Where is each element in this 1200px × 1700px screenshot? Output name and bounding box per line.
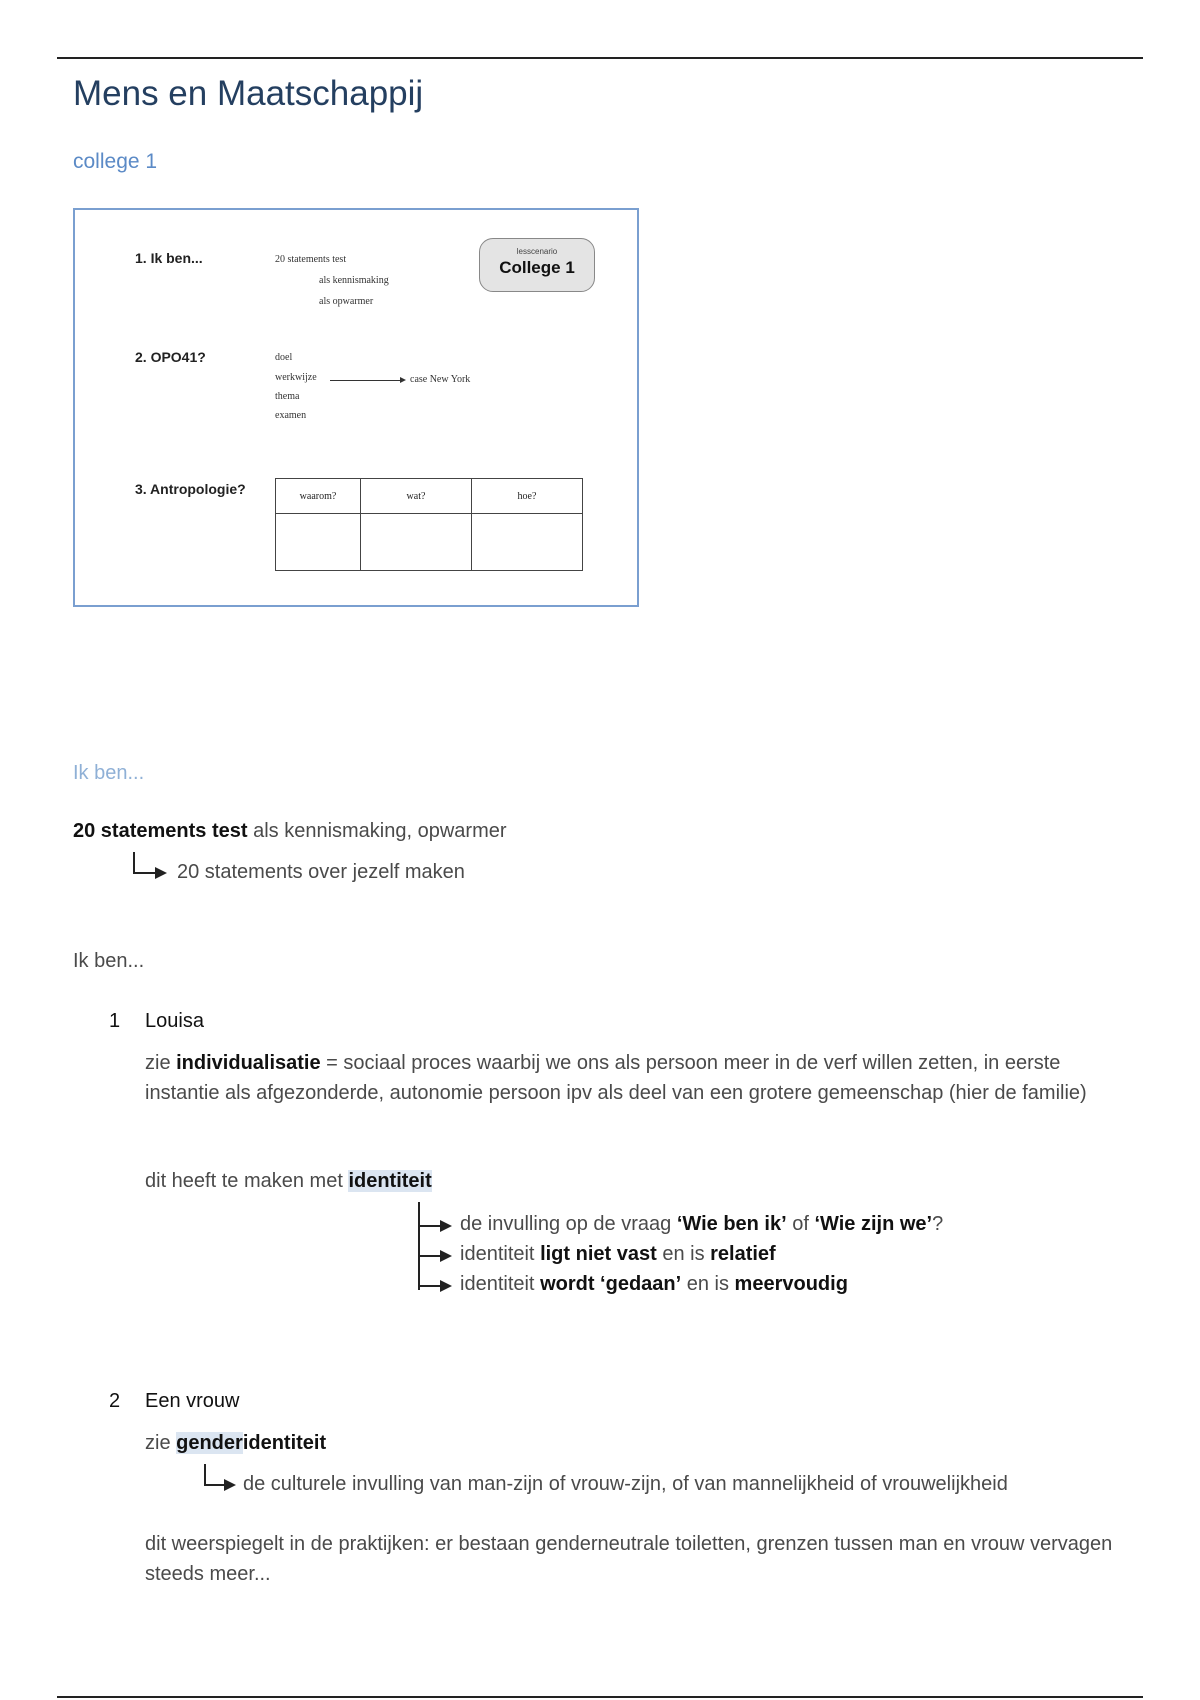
statements-bold: 20 statements test	[73, 820, 248, 842]
practice-paragraph: dit weerspiegelt in de praktijken: er bestaan genderneutrale toiletten, grenzen tussen man en vrouw vervagen steeds meer...	[145, 1533, 1113, 1585]
bullet-text: of	[786, 1213, 815, 1235]
slide-item-2-case: case New York	[410, 374, 471, 385]
identity-term: identiteit	[348, 1170, 432, 1192]
item-2-name: Een vrouw	[145, 1390, 240, 1412]
bullet-text: en is	[656, 1243, 711, 1265]
tree-connector	[418, 1285, 442, 1287]
bullet-bold: ligt niet vast	[540, 1243, 657, 1265]
slide-item-2-sub-4: examen	[275, 410, 307, 421]
slide-badge	[479, 238, 595, 292]
statements-line	[73, 820, 507, 843]
bullet-text: identiteit	[460, 1273, 541, 1295]
arrow-connector	[133, 852, 135, 874]
slide-table-cell	[276, 514, 361, 571]
arrow-right-icon	[440, 1250, 452, 1262]
slide-item-2: 2. OPO41?	[135, 349, 206, 365]
slide-arrow-head	[400, 377, 406, 383]
page-title: Mens en Maatschappij	[73, 74, 424, 113]
slide-item-2-sub-3: thema	[275, 391, 300, 402]
slide-table-header-2: wat?	[361, 479, 472, 514]
gender-arrow-text: de culturele invulling van man-zijn of vrouw-zijn, of van mannelijkheid of vrouwelijkheid	[243, 1473, 1008, 1495]
arrow-right-icon	[224, 1479, 236, 1491]
slide-table-header-3: hoe?	[472, 479, 583, 514]
arrow-right-icon	[440, 1220, 452, 1232]
bullet-bold: ‘Wie ben ik’	[676, 1213, 787, 1235]
bullet-bold: ‘Wie zijn we’	[814, 1213, 933, 1235]
slide-image	[73, 208, 639, 607]
bullet-text: identiteit	[460, 1243, 541, 1265]
statements-rest: als kennismaking, opwarmer	[247, 820, 507, 842]
item-1-definition-text: = sociaal proces waarbij we ons als persoon meer in de verf willen zetten, in eerste instantie als afgezonderde, autonomie persoon ipv als deel van een grotere gemeenschap (hier de familie)	[145, 1052, 1087, 1104]
item-1-name: Louisa	[145, 1010, 204, 1032]
identity-bullet-2	[460, 1243, 776, 1266]
item-2-number: 2	[109, 1390, 121, 1412]
slide-arrow-line	[330, 380, 400, 381]
slide-item-2-sub-2: werkwijze	[275, 372, 317, 383]
identity-intro: dit heeft te maken met	[145, 1170, 349, 1192]
slide-table	[275, 478, 583, 571]
slide-item-1-sub-1: 20 statements test	[275, 254, 347, 265]
section-heading: Ik ben...	[73, 762, 145, 784]
tree-connector	[418, 1225, 442, 1227]
arrow-connector	[204, 1484, 224, 1486]
slide-table-cell	[361, 514, 472, 571]
arrow-right-icon	[155, 867, 167, 879]
identity-bullet-3	[460, 1273, 848, 1296]
ik-ben-label: Ik ben...	[73, 950, 145, 972]
slide-badge-small: lesscenario	[516, 247, 558, 256]
bullet-text: de invulling op de vraag	[460, 1213, 677, 1235]
slide-item-1-sub-2: als kennismaking	[319, 275, 389, 286]
bullet-bold: meervoudig	[734, 1273, 848, 1295]
bottom-rule	[57, 1696, 1143, 1698]
bullet-text: ?	[932, 1213, 944, 1235]
arrow-right-icon	[440, 1280, 452, 1292]
item-2-zie: zie	[145, 1432, 177, 1454]
gender-highlight: gender	[176, 1432, 243, 1454]
tree-connector	[418, 1202, 420, 1290]
bullet-bold: relatief	[710, 1243, 776, 1265]
slide-table-cell	[472, 514, 583, 571]
page-subtitle: college 1	[73, 150, 158, 173]
item-1-definition	[145, 1048, 1125, 1108]
slide-item-3: 3. Antropologie?	[135, 481, 246, 497]
item-1-term: individualisatie	[176, 1052, 321, 1074]
slide-item-2-sub-1: doel	[275, 352, 293, 363]
slide-item-1-sub-3: als opwarmer	[319, 296, 374, 307]
slide-table-header-1: waarom?	[276, 479, 361, 514]
gender-term-rest: identiteit	[242, 1432, 327, 1454]
slide-item-1: 1. Ik ben...	[135, 250, 203, 266]
arrow-connector	[204, 1464, 206, 1486]
top-rule	[57, 57, 1143, 59]
slide-badge-big: College 1	[499, 258, 575, 277]
identity-line	[145, 1170, 432, 1193]
statements-arrow-text: 20 statements over jezelf maken	[177, 861, 465, 883]
item-1-zie: zie	[145, 1052, 177, 1074]
tree-connector	[418, 1255, 442, 1257]
identity-bullet-1	[460, 1213, 943, 1236]
bullet-text: en is	[681, 1273, 735, 1295]
item-1-number: 1	[109, 1010, 121, 1032]
bullet-bold: wordt ‘gedaan’	[540, 1273, 682, 1295]
arrow-connector	[133, 872, 155, 874]
gender-line	[145, 1432, 326, 1455]
